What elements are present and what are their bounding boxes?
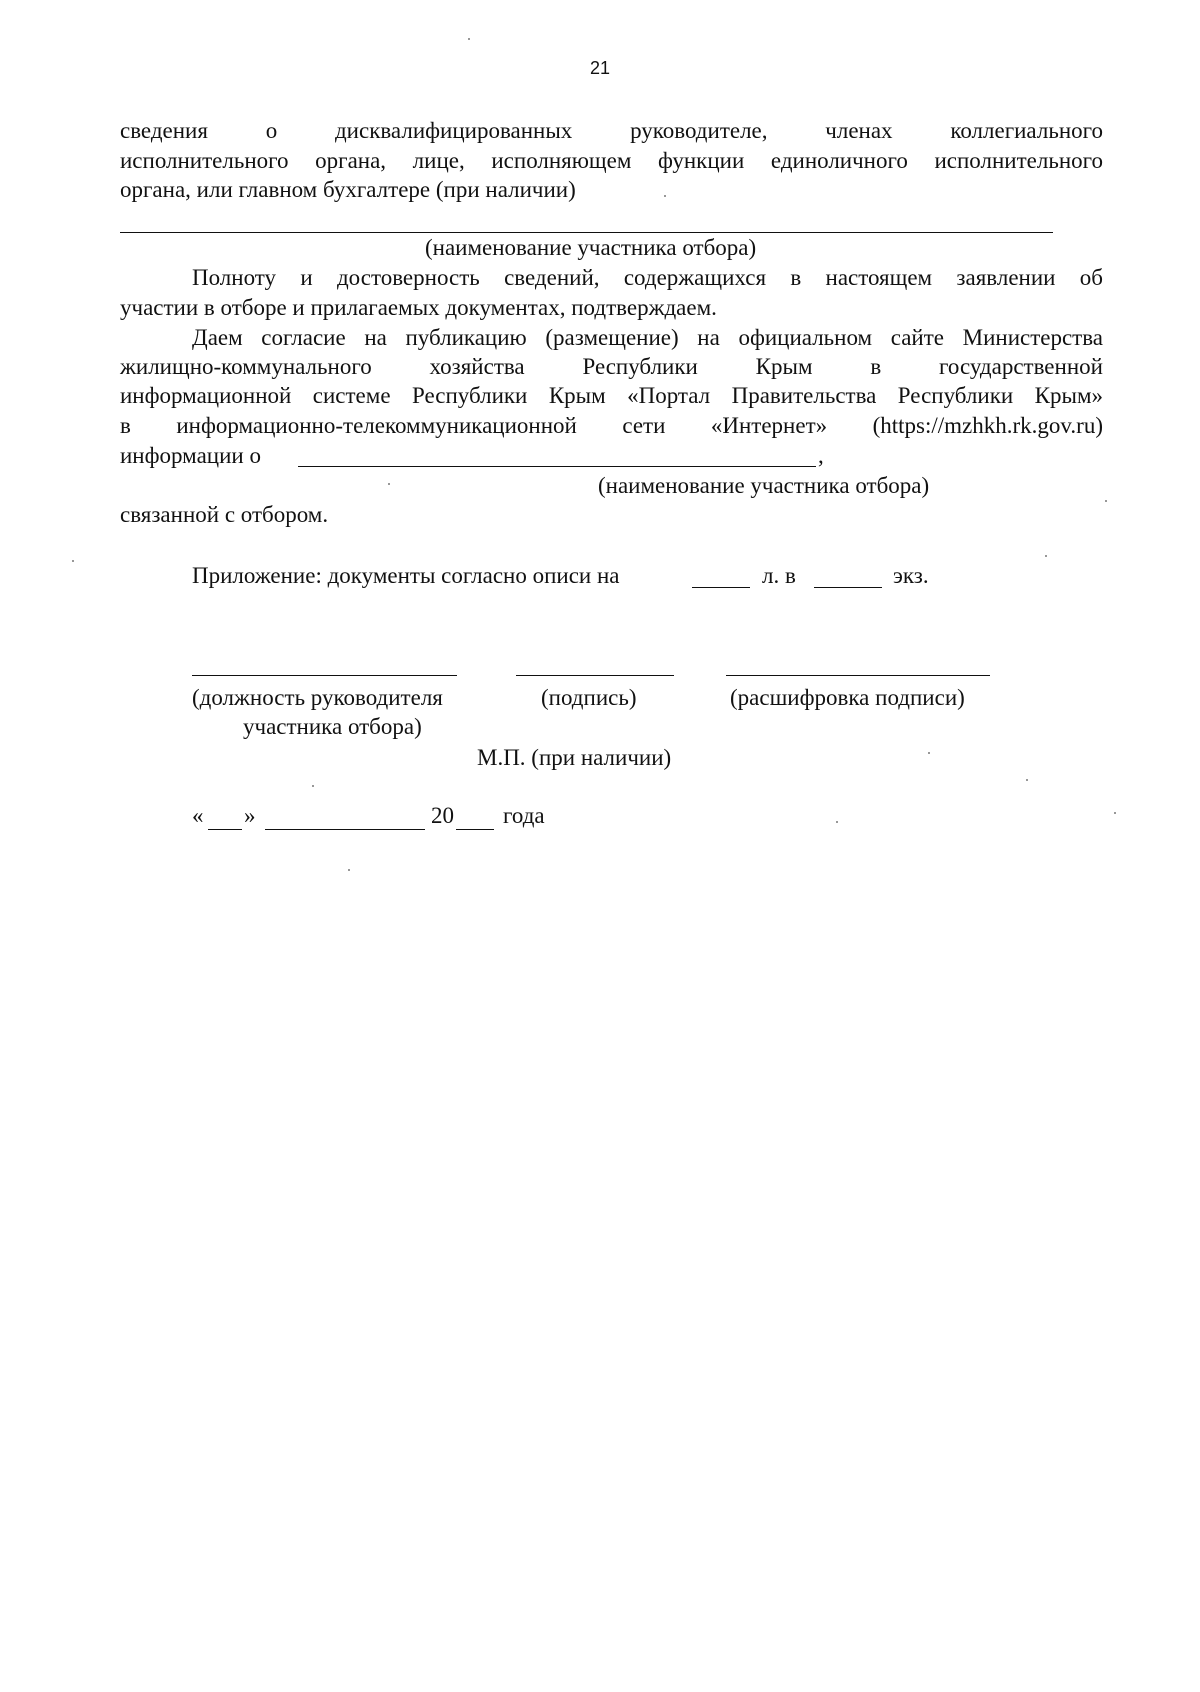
scan-speck xyxy=(928,752,930,754)
page-number: 21 xyxy=(589,58,611,78)
year-line[interactable] xyxy=(456,829,494,830)
position-caption-1: (должность руководителя xyxy=(192,685,443,710)
consent-line-3: информационной системе Республики Крым «Портал Правительства Республики Крым» xyxy=(120,383,1103,408)
stamp-label: М.П. (при наличии) xyxy=(477,745,672,770)
decoding-caption: (расшифровка подписи) xyxy=(730,685,965,710)
signature-decoding-line[interactable] xyxy=(726,675,990,676)
consent-word: хозяйства xyxy=(429,354,525,379)
consent-word: в xyxy=(870,354,882,379)
scan-speck xyxy=(1026,779,1028,781)
confirmation-line-1: Полноту и достоверность сведений, содержащихся в настоящем заявлении об xyxy=(192,265,1103,290)
consent-word: Крым xyxy=(755,354,813,379)
consent-word: жилищно-коммунального xyxy=(120,354,372,379)
date-open-quote: « xyxy=(192,803,204,828)
intro-word: коллегиального xyxy=(950,118,1103,143)
scan-speck xyxy=(664,195,666,197)
consent-line-4: в информационно-телекоммуникационной сети «Интернет» (https://mzhkh.rk.gov.ru) xyxy=(120,413,1103,438)
intro-word: о xyxy=(265,118,278,143)
consent-caption: (наименование участника отбора) xyxy=(598,473,930,498)
scan-speck xyxy=(1105,500,1107,502)
intro-word: сведения xyxy=(120,118,208,143)
consent-line-5-suffix: , xyxy=(818,443,824,468)
consent-line-2 xyxy=(120,352,1103,382)
scan-speck xyxy=(388,483,390,485)
scan-speck xyxy=(1045,555,1047,557)
attachment-prefix: Приложение: документы согласно описи на xyxy=(192,563,620,588)
scan-speck xyxy=(312,785,314,787)
intro-word: руководителе, xyxy=(630,118,768,143)
scan-speck xyxy=(348,869,350,871)
signature-caption: (подпись) xyxy=(541,685,637,710)
confirmation-line-2: участии в отборе и прилагаемых документах, подтверждаем. xyxy=(120,295,717,320)
sheets-unit: л. в xyxy=(762,563,796,588)
sheets-count-line[interactable] xyxy=(692,587,750,588)
intro-line-1 xyxy=(120,116,1103,146)
scan-speck xyxy=(468,38,470,40)
consent-line-5-prefix: информации о xyxy=(120,443,261,468)
scan-speck xyxy=(836,821,838,823)
consent-word: Республики xyxy=(582,354,698,379)
participant-info-line[interactable] xyxy=(298,466,816,467)
intro-line-3: органа, или главном бухгалтере (при наличии) xyxy=(120,177,576,202)
intro-line-2: исполнительного органа, лице, исполняющем функции единоличного исполнительного xyxy=(120,148,1103,173)
date-close-quote: » xyxy=(244,803,256,828)
consent-word: государственной xyxy=(939,354,1103,379)
scan-speck xyxy=(72,560,74,562)
intro-word: членах xyxy=(825,118,893,143)
scan-speck xyxy=(1114,812,1116,814)
position-caption-2: участника отбора) xyxy=(243,714,422,739)
participant-caption: (наименование участника отбора) xyxy=(425,235,757,260)
consent-line-6: связанной с отбором. xyxy=(120,502,329,527)
month-line[interactable] xyxy=(265,829,425,830)
copies-count-line[interactable] xyxy=(814,587,882,588)
year-word: года xyxy=(503,803,545,828)
year-prefix: 20 xyxy=(431,803,454,828)
day-line[interactable] xyxy=(208,829,242,830)
signature-line[interactable] xyxy=(516,675,674,676)
intro-word: дисквалифицированных xyxy=(334,118,573,143)
position-line[interactable] xyxy=(192,675,457,676)
consent-line-1: Даем согласие на публикацию (размещение) на официальном сайте Министерства xyxy=(192,325,1103,350)
copies-unit: экз. xyxy=(893,563,929,588)
